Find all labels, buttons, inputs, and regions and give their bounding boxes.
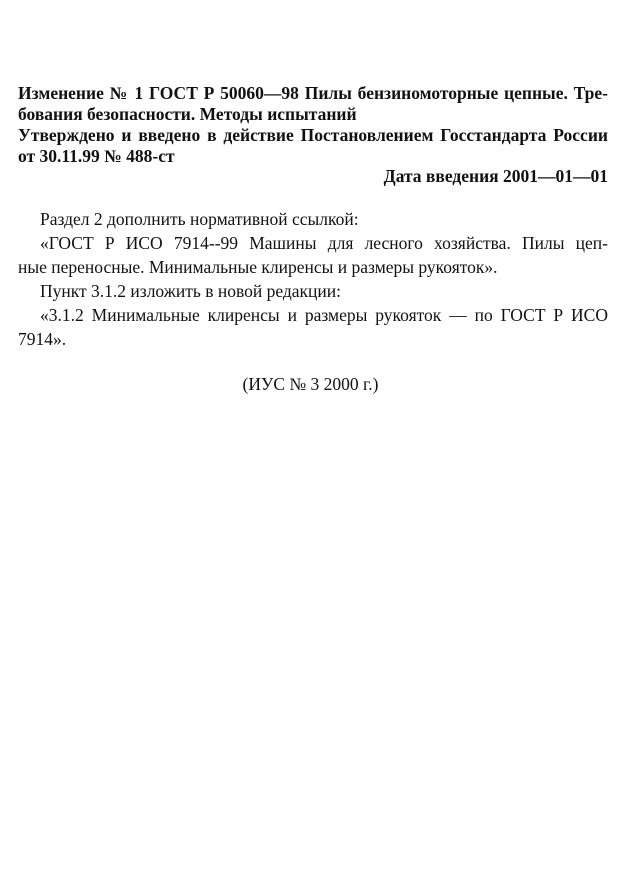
paragraph-reference-line-1: «ГОСТ Р ИСО 7914--99 Машины для лесного хозяйства. Пилы цеп-: [40, 233, 608, 253]
amendment-header: [18, 83, 608, 167]
paragraph-new-text-line-2: 7914».: [18, 329, 67, 349]
paragraph-clause-3-1-2: Пункт 3.1.2 изложить в новой редакции:: [40, 281, 342, 301]
paragraph-new-text-line-1: «3.1.2 Минимальные клиренсы и размеры рукояток — по ГОСТ Р ИСО: [40, 305, 608, 325]
approval-line-2: от 30.11.99 № 488-ст: [18, 146, 175, 166]
paragraph-reference-line-2: ные переносные. Минимальные клиренсы и размеры рукояток».: [18, 257, 498, 277]
ius-reference: (ИУС № 3 2000 г.): [242, 374, 379, 394]
amendment-title-line-1: Изменение № 1 ГОСТ Р 50060—98 Пилы бензиномоторные цепные. Тре-: [18, 83, 608, 103]
effective-date: Дата введения 2001—01—01: [383, 166, 608, 186]
amendment-title-line-2: бования безопасности. Методы испытаний: [18, 104, 357, 124]
amendment-body: [18, 207, 608, 351]
paragraph-section-2: Раздел 2 дополнить нормативной ссылкой:: [40, 209, 359, 229]
approval-line-1: Утверждено и введено в действие Постановлением Госстандарта России: [18, 125, 608, 145]
